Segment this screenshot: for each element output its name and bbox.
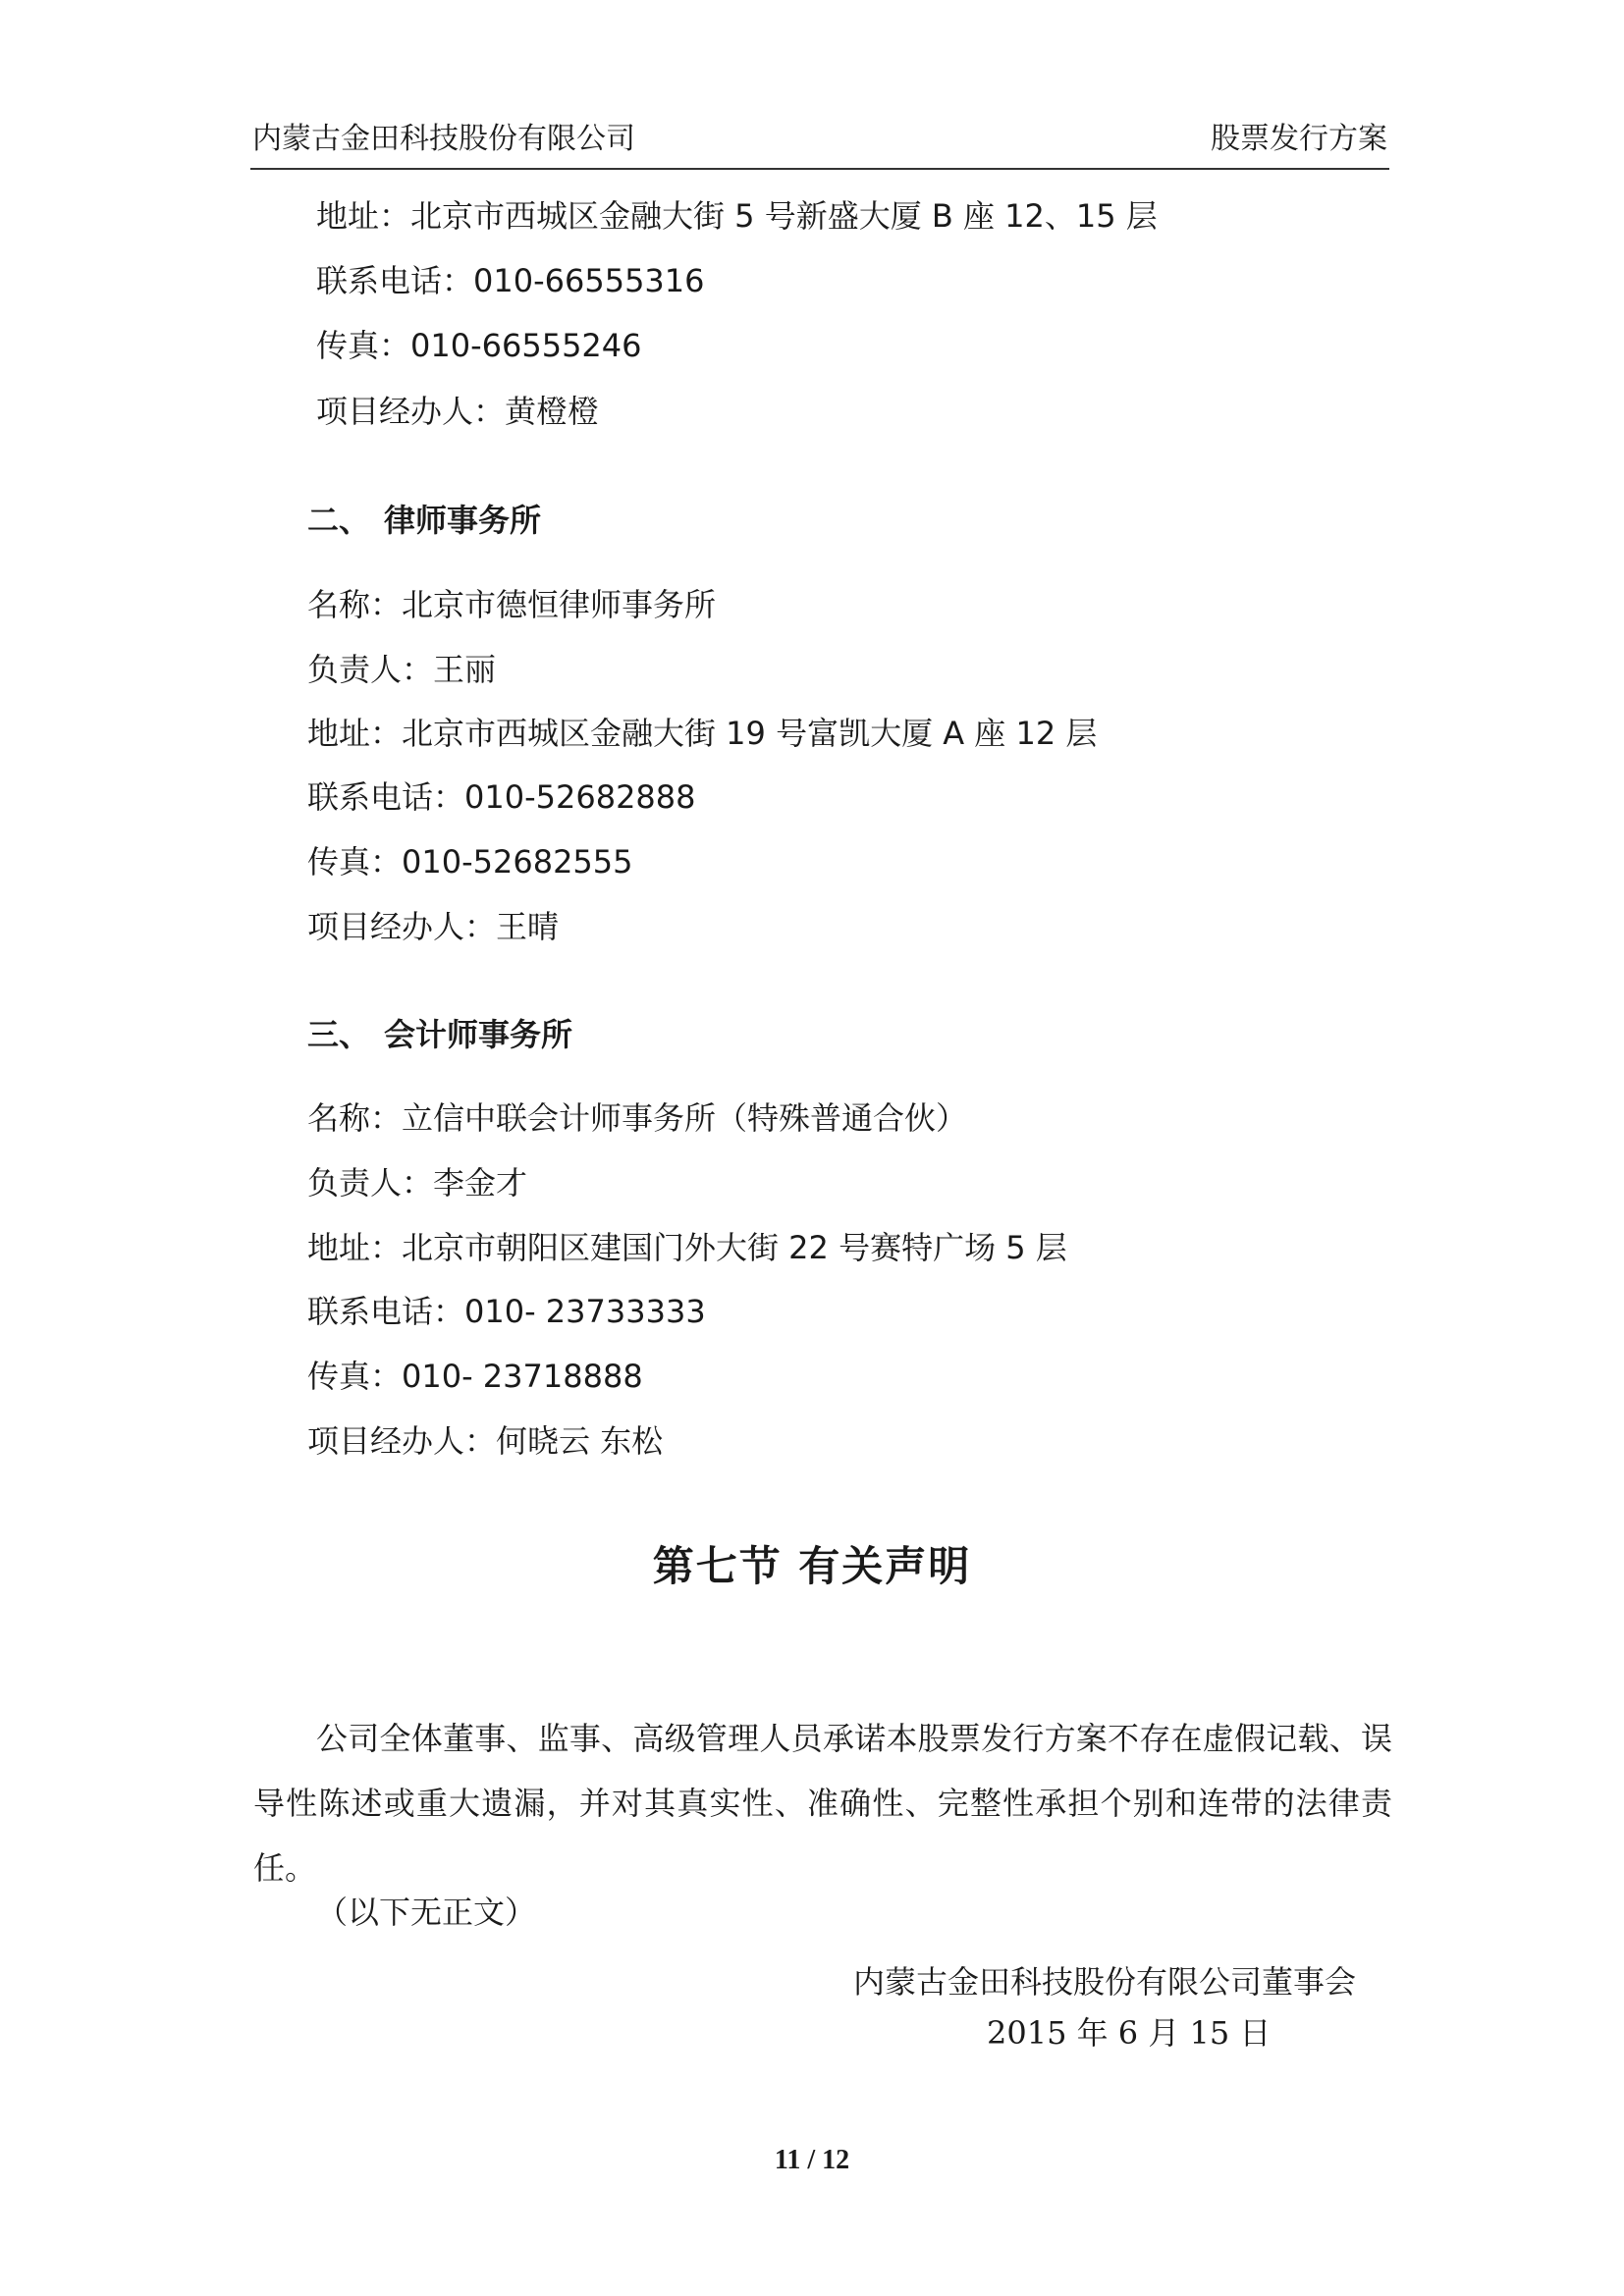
law-firm-address: 地址：北京市西城区金融大街 19 号富凯大厦 A 座 12 层 — [307, 715, 1098, 752]
accounting-firm-heading-text: 会计师事务所 — [384, 1016, 573, 1053]
law-firm-number: 二、 — [307, 502, 371, 539]
signatory: 内蒙古金田科技股份有限公司董事会 — [852, 1963, 1356, 2001]
accounting-firm-name: 名称：立信中联会计师事务所（特殊普通合伙） — [307, 1099, 968, 1137]
page-number: 11 / 12 — [774, 2145, 850, 2175]
law-firm-heading-text: 律师事务所 — [384, 502, 542, 539]
sponsor-address: 地址：北京市西城区金融大街 5 号新盛大厦 B 座 12、15 层 — [316, 197, 1158, 235]
accounting-firm-handler: 项目经办人：何晓云 东松 — [307, 1422, 664, 1460]
no-further-text-note: （以下无正文） — [316, 1894, 537, 1931]
header-divider — [250, 168, 1389, 170]
law-firm-phone: 联系电话：010-52682888 — [307, 778, 696, 816]
accounting-firm-number: 三、 — [307, 1016, 371, 1053]
accounting-firm-fax: 传真：010- 23718888 — [307, 1358, 643, 1395]
law-firm-heading — [307, 499, 541, 542]
header-company: 内蒙古金田科技股份有限公司 — [252, 122, 635, 156]
law-firm-name: 名称：北京市德恒律师事务所 — [307, 586, 717, 623]
law-firm-handler: 项目经办人：王晴 — [307, 908, 560, 945]
accounting-firm-address: 地址：北京市朝阳区建国门外大街 22 号赛特广场 5 层 — [307, 1229, 1067, 1266]
statement-paragraph: 公司全体董事、监事、高级管理人员承诺本股票发行方案不存在虚假记载、误导性陈述或重大遗漏，并对其真实性、准确性、完整性承担个别和连带的法律责任。 — [253, 1720, 1392, 1887]
law-firm-fax: 传真：010-52682555 — [307, 843, 633, 881]
accounting-firm-principal: 负责人：李金才 — [307, 1164, 528, 1201]
law-firm-principal: 负责人：王丽 — [307, 651, 497, 688]
accounting-firm-phone: 联系电话：010- 23733333 — [307, 1293, 706, 1330]
sponsor-fax: 传真：010-66555246 — [316, 327, 642, 364]
sponsor-handler: 项目经办人：黄橙橙 — [316, 393, 600, 430]
header-doc-title: 股票发行方案 — [1211, 122, 1387, 156]
sponsor-phone: 联系电话：010-66555316 — [316, 262, 705, 299]
accounting-firm-heading — [307, 1013, 572, 1056]
section-title: 第七节 有关声明 — [652, 1542, 972, 1590]
signature-date: 2015 年 6 月 15 日 — [987, 2014, 1272, 2052]
